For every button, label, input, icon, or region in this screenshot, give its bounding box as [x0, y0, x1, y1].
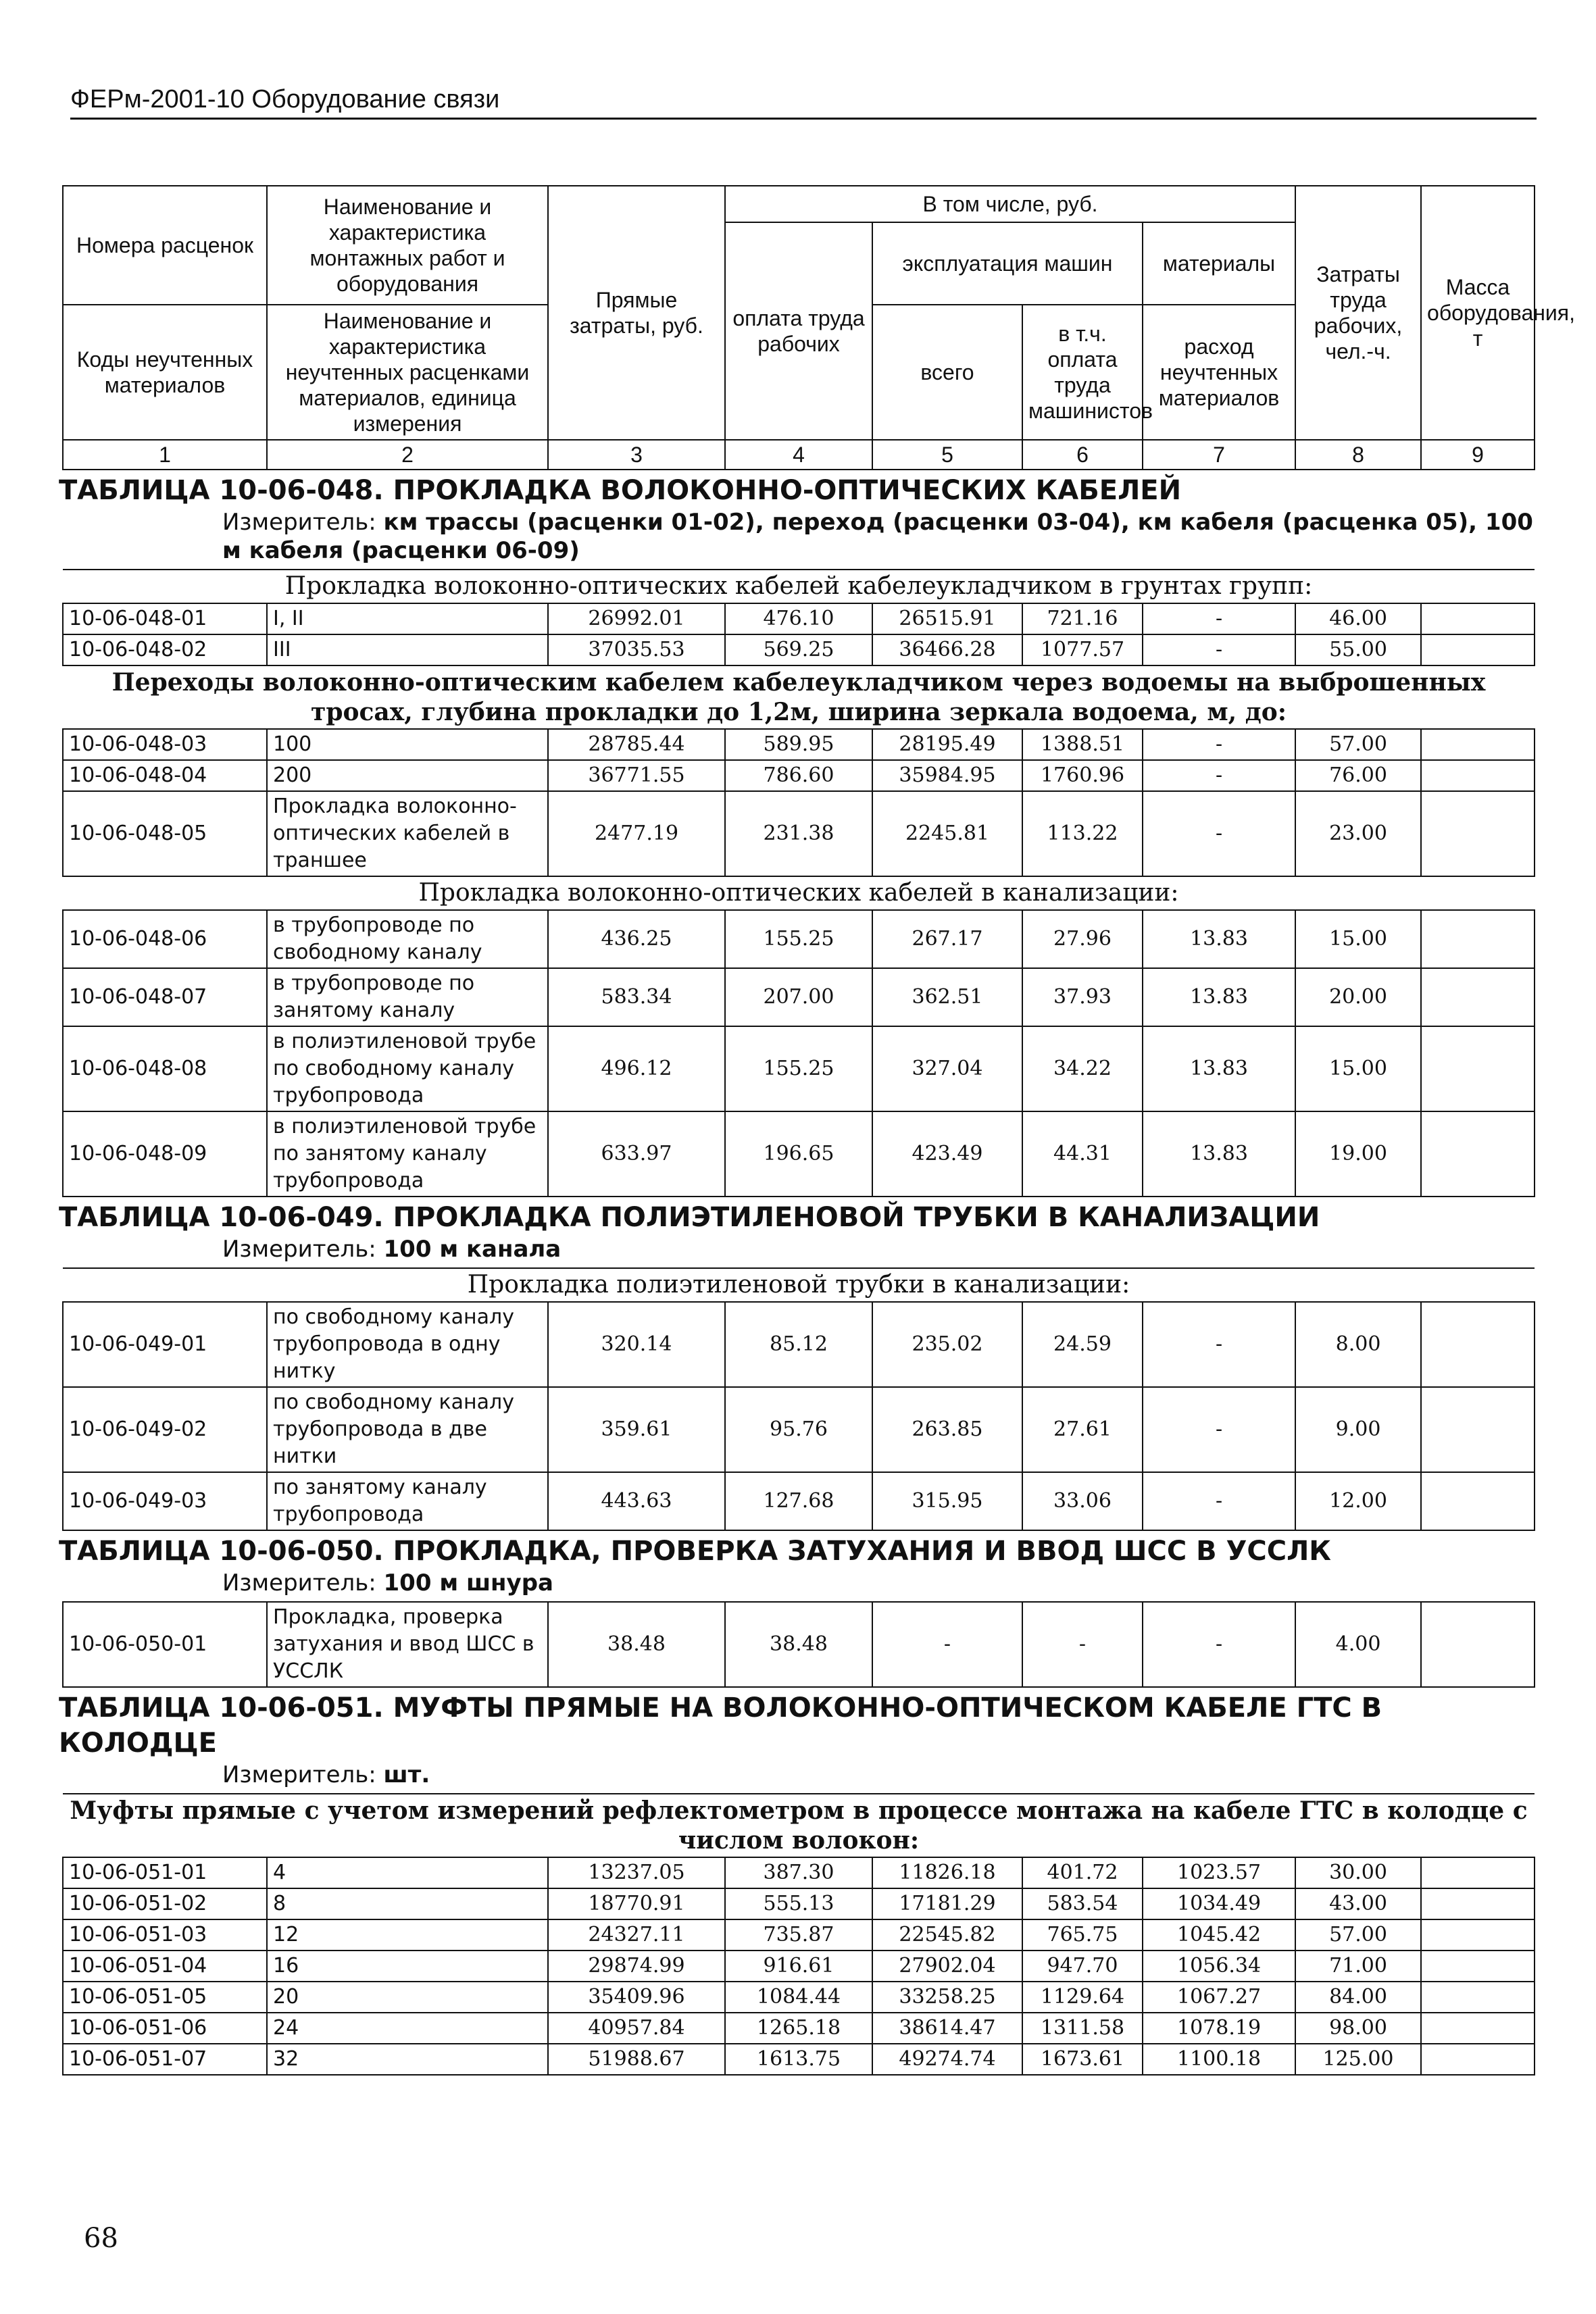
labor-cost-cell: 57.00 — [1295, 729, 1421, 760]
machinist-wage-cell: 947.70 — [1022, 1951, 1143, 1982]
work-name-cell: 12 — [267, 1919, 548, 1951]
machines-total-cell: 263.85 — [872, 1387, 1022, 1472]
work-name-cell: по занятому каналу трубопровода — [267, 1472, 548, 1530]
rate-code-cell: 10-06-051-04 — [63, 1951, 267, 1982]
work-name-cell: 4 — [267, 1857, 548, 1888]
machines-total-cell: 17181.29 — [872, 1888, 1022, 1919]
machines-total-cell: 33258.25 — [872, 1982, 1022, 2013]
work-name-cell: 200 — [267, 760, 548, 791]
mass-cell — [1421, 1111, 1535, 1197]
wage-cell: 916.61 — [725, 1951, 872, 1982]
machinist-wage-cell: 401.72 — [1022, 1857, 1143, 1888]
head-col4: оплата труда рабочих — [725, 222, 872, 440]
machinist-wage-cell: 1077.57 — [1022, 634, 1143, 665]
col-num: 1 — [63, 440, 267, 470]
labor-cost-cell: 30.00 — [1295, 1857, 1421, 1888]
machines-total-cell: 267.17 — [872, 910, 1022, 968]
measure-label: Измеритель: — [222, 1236, 384, 1263]
machines-total-cell: 235.02 — [872, 1302, 1022, 1387]
labor-cost-cell: 9.00 — [1295, 1387, 1421, 1472]
wage-cell: 589.95 — [725, 729, 872, 760]
head-materials: материалы — [1143, 222, 1295, 305]
direct-cost-cell: 2477.19 — [548, 791, 725, 876]
head-col2-top: Наименование и характеристика монтажных работ и оборудования — [267, 186, 548, 305]
labor-cost-cell: 84.00 — [1295, 1982, 1421, 2013]
rate-code-cell: 10-06-050-01 — [63, 1602, 267, 1687]
materials-cell: - — [1143, 1387, 1295, 1472]
labor-cost-cell: 23.00 — [1295, 791, 1421, 876]
measure-value: км трассы (расценки 01-02), переход (расценки 03-04), км кабеля (расценка 05), 100 м кабеля (расценки 06-09) — [222, 509, 1533, 564]
wage-cell: 207.00 — [725, 968, 872, 1026]
machinist-wage-cell: 37.93 — [1022, 968, 1143, 1026]
table-section-header — [63, 1197, 1535, 1268]
labor-cost-cell: 98.00 — [1295, 2013, 1421, 2044]
section-title: ТАБЛИЦА 10-06-049. ПРОКЛАДКА ПОЛИЭТИЛЕНОВОЙ ТРУБКИ В КАНАЛИЗАЦИИ — [59, 1202, 1320, 1233]
labor-cost-cell: 46.00 — [1295, 603, 1421, 634]
col-num: 9 — [1421, 440, 1535, 470]
table-row — [63, 1387, 1535, 1472]
col-num: 6 — [1022, 440, 1143, 470]
direct-cost-cell: 28785.44 — [548, 729, 725, 760]
work-name-cell: 100 — [267, 729, 548, 760]
machines-total-cell: 28195.49 — [872, 729, 1022, 760]
col-num: 8 — [1295, 440, 1421, 470]
section-measure — [63, 1235, 1535, 1267]
mass-cell — [1421, 1857, 1535, 1888]
table-row — [63, 1602, 1535, 1687]
direct-cost-cell: 13237.05 — [548, 1857, 725, 1888]
wage-cell: 155.25 — [725, 910, 872, 968]
table-row — [63, 791, 1535, 876]
materials-cell: 13.83 — [1143, 1111, 1295, 1197]
materials-cell: - — [1143, 1602, 1295, 1687]
mass-cell — [1421, 1026, 1535, 1111]
machinist-wage-cell: 27.61 — [1022, 1387, 1143, 1472]
materials-cell: 13.83 — [1143, 968, 1295, 1026]
work-name-cell: по свободному каналу трубопровода в одну нитку — [267, 1302, 548, 1387]
table-row — [63, 729, 1535, 760]
rate-code-cell: 10-06-051-01 — [63, 1857, 267, 1888]
wage-cell: 155.25 — [725, 1026, 872, 1111]
rate-code-cell: 10-06-049-02 — [63, 1387, 267, 1472]
col-num: 3 — [548, 440, 725, 470]
direct-cost-cell: 443.63 — [548, 1472, 725, 1530]
wage-cell: 1613.75 — [725, 2044, 872, 2075]
materials-cell: - — [1143, 729, 1295, 760]
machinist-wage-cell: 721.16 — [1022, 603, 1143, 634]
work-name-cell: в трубопроводе по занятому каналу — [267, 968, 548, 1026]
labor-cost-cell: 15.00 — [1295, 1026, 1421, 1111]
mass-cell — [1421, 1982, 1535, 2013]
group-title: Переходы волоконно-оптическим кабелем кабелеукладчиком через водоемы на выброшенных тросах, глубина прокладки до 1,2м, ширина зеркала водоема, м, до: — [63, 665, 1535, 729]
table-row — [63, 2013, 1535, 2044]
materials-cell: - — [1143, 603, 1295, 634]
mass-cell — [1421, 968, 1535, 1026]
mass-cell — [1421, 760, 1535, 791]
table-row — [63, 2044, 1535, 2075]
group-title: Муфты прямые с учетом измерений рефлектометром в процессе монтажа на кабеле ГТС в колодце с числом волокон: — [63, 1794, 1535, 1857]
section-title: ТАБЛИЦА 10-06-051. МУФТЫ ПРЯМЫЕ НА ВОЛОКОННО-ОПТИЧЕСКОМ КАБЕЛЕ ГТС В КОЛОДЦЕ — [59, 1692, 1382, 1759]
wage-cell: 555.13 — [725, 1888, 872, 1919]
work-name-cell: по свободному каналу трубопровода в две нитки — [267, 1387, 548, 1472]
machinist-wage-cell: 33.06 — [1022, 1472, 1143, 1530]
machines-total-cell: 327.04 — [872, 1026, 1022, 1111]
direct-cost-cell: 26992.01 — [548, 603, 725, 634]
work-name-cell: 20 — [267, 1982, 548, 2013]
wage-cell: 127.68 — [725, 1472, 872, 1530]
machinist-wage-cell: 765.75 — [1022, 1919, 1143, 1951]
section-title: ТАБЛИЦА 10-06-048. ПРОКЛАДКА ВОЛОКОННО-ОПТИЧЕСКИХ КАБЕЛЕЙ — [59, 475, 1182, 506]
table-row — [63, 910, 1535, 968]
table-section-header — [63, 470, 1535, 570]
materials-cell: 1034.49 — [1143, 1888, 1295, 1919]
machines-total-cell: 315.95 — [872, 1472, 1022, 1530]
direct-cost-cell: 18770.91 — [548, 1888, 725, 1919]
table-row — [63, 1919, 1535, 1951]
mass-cell — [1421, 2013, 1535, 2044]
wage-cell: 476.10 — [725, 603, 872, 634]
head-col5: всего — [872, 305, 1022, 440]
machines-total-cell: 362.51 — [872, 968, 1022, 1026]
machines-total-cell: - — [872, 1602, 1022, 1687]
measure-value: шт. — [383, 1761, 430, 1788]
section-header-cell — [59, 470, 1535, 570]
head-col7: расход неучтенных материалов — [1143, 305, 1295, 440]
mass-cell — [1421, 634, 1535, 665]
machinist-wage-cell: 113.22 — [1022, 791, 1143, 876]
page-header: ФЕРм-2001-10 Оборудование связи — [70, 84, 1537, 120]
group-title: Прокладка волоконно-оптических кабелей кабелеукладчиком в грунтах групп: — [63, 570, 1535, 603]
direct-cost-cell: 436.25 — [548, 910, 725, 968]
table-row — [63, 1857, 1535, 1888]
work-name-cell: I, II — [267, 603, 548, 634]
direct-cost-cell: 40957.84 — [548, 2013, 725, 2044]
head-col1-bottom: Коды неучтенных материалов — [63, 305, 267, 440]
direct-cost-cell: 583.34 — [548, 968, 725, 1026]
col-num: 5 — [872, 440, 1022, 470]
work-name-cell: 32 — [267, 2044, 548, 2075]
table-row — [63, 1111, 1535, 1197]
labor-cost-cell: 125.00 — [1295, 2044, 1421, 2075]
section-measure — [63, 1761, 1535, 1793]
table-row — [63, 1302, 1535, 1387]
mass-cell — [1421, 1888, 1535, 1919]
direct-cost-cell: 38.48 — [548, 1602, 725, 1687]
mass-cell — [1421, 910, 1535, 968]
work-name-cell: в полиэтиленовой трубе по свободному каналу трубопровода — [267, 1026, 548, 1111]
work-name-cell: Прокладка волоконно-оптических кабелей в траншее — [267, 791, 548, 876]
machinist-wage-cell: 27.96 — [1022, 910, 1143, 968]
labor-cost-cell: 76.00 — [1295, 760, 1421, 791]
machines-total-cell: 423.49 — [872, 1111, 1022, 1197]
mass-cell — [1421, 1472, 1535, 1530]
section-measure — [63, 508, 1535, 569]
table-row — [63, 634, 1535, 665]
mass-cell — [1421, 1302, 1535, 1387]
wage-cell: 1084.44 — [725, 1982, 872, 2013]
head-col6: в т.ч. оплата труда машинистов — [1022, 305, 1143, 440]
direct-cost-cell: 496.12 — [548, 1026, 725, 1111]
table-row — [63, 1982, 1535, 2013]
table-row — [63, 1951, 1535, 1982]
measure-label: Измеритель: — [222, 509, 384, 536]
section-measure — [63, 1569, 1535, 1601]
table-row — [63, 968, 1535, 1026]
wage-cell: 387.30 — [725, 1857, 872, 1888]
labor-cost-cell: 20.00 — [1295, 968, 1421, 1026]
labor-cost-cell: 15.00 — [1295, 910, 1421, 968]
machines-total-cell: 38614.47 — [872, 2013, 1022, 2044]
machines-total-cell: 36466.28 — [872, 634, 1022, 665]
rate-code-cell: 10-06-048-05 — [63, 791, 267, 876]
head-col2-bottom: Наименование и характеристика неучтенных расценками материалов, единица измерения — [267, 305, 548, 440]
mass-cell — [1421, 729, 1535, 760]
rate-code-cell: 10-06-049-01 — [63, 1302, 267, 1387]
wage-cell: 231.38 — [725, 791, 872, 876]
direct-cost-cell: 37035.53 — [548, 634, 725, 665]
materials-cell: 13.83 — [1143, 910, 1295, 968]
materials-cell: - — [1143, 1472, 1295, 1530]
head-col3: Прямые затраты, руб. — [548, 186, 725, 440]
rate-code-cell: 10-06-048-06 — [63, 910, 267, 968]
head-machines: эксплуатация машин — [872, 222, 1143, 305]
mass-cell — [1421, 603, 1535, 634]
mass-cell — [1421, 1387, 1535, 1472]
section-header-cell — [59, 1197, 1535, 1268]
machinist-wage-cell: 1311.58 — [1022, 2013, 1143, 2044]
table-section-header — [63, 1687, 1535, 1794]
direct-cost-cell: 633.97 — [548, 1111, 725, 1197]
rate-code-cell: 10-06-048-07 — [63, 968, 267, 1026]
direct-cost-cell: 24327.11 — [548, 1919, 725, 1951]
mass-cell — [1421, 1951, 1535, 1982]
work-name-cell: 16 — [267, 1951, 548, 1982]
table-row — [63, 603, 1535, 634]
mass-cell — [1421, 2044, 1535, 2075]
col-num: 7 — [1143, 440, 1295, 470]
labor-cost-cell: 12.00 — [1295, 1472, 1421, 1530]
rate-code-cell: 10-06-051-02 — [63, 1888, 267, 1919]
machinist-wage-cell: 1673.61 — [1022, 2044, 1143, 2075]
machinist-wage-cell: 44.31 — [1022, 1111, 1143, 1197]
materials-cell: 1078.19 — [1143, 2013, 1295, 2044]
machines-total-cell: 49274.74 — [872, 2044, 1022, 2075]
machinist-wage-cell: 24.59 — [1022, 1302, 1143, 1387]
mass-cell — [1421, 1602, 1535, 1687]
work-name-cell: 24 — [267, 2013, 548, 2044]
work-name-cell: Прокладка, проверка затухания и ввод ШСС в УССЛК — [267, 1602, 548, 1687]
rates-table — [59, 185, 1575, 2076]
direct-cost-cell: 359.61 — [548, 1387, 725, 1472]
materials-cell: - — [1143, 760, 1295, 791]
group-title-row — [63, 1794, 1535, 1857]
table-row — [63, 760, 1535, 791]
work-name-cell: в полиэтиленовой трубе по занятому каналу трубопровода — [267, 1111, 548, 1197]
labor-cost-cell: 19.00 — [1295, 1111, 1421, 1197]
materials-cell: 1023.57 — [1143, 1857, 1295, 1888]
materials-cell: 1056.34 — [1143, 1951, 1295, 1982]
materials-cell: - — [1143, 1302, 1295, 1387]
machinist-wage-cell: 1388.51 — [1022, 729, 1143, 760]
wage-cell: 786.60 — [725, 760, 872, 791]
labor-cost-cell: 71.00 — [1295, 1951, 1421, 1982]
work-name-cell: III — [267, 634, 548, 665]
work-name-cell: в трубопроводе по свободному каналу — [267, 910, 548, 968]
measure-value: 100 м канала — [383, 1236, 562, 1263]
table-section-header — [63, 1530, 1535, 1602]
work-name-cell: 8 — [267, 1888, 548, 1919]
labor-cost-cell: 57.00 — [1295, 1919, 1421, 1951]
wage-cell: 1265.18 — [725, 2013, 872, 2044]
materials-cell: 1100.18 — [1143, 2044, 1295, 2075]
machines-total-cell: 2245.81 — [872, 791, 1022, 876]
rate-code-cell: 10-06-051-03 — [63, 1919, 267, 1951]
rate-code-cell: 10-06-048-08 — [63, 1026, 267, 1111]
machinist-wage-cell: - — [1022, 1602, 1143, 1687]
head-group: В том числе, руб. — [725, 186, 1295, 222]
group-title: Прокладка полиэтиленовой трубки в канализации: — [63, 1268, 1535, 1302]
table-row — [63, 1472, 1535, 1530]
rate-code-cell: 10-06-048-03 — [63, 729, 267, 760]
materials-cell: 1067.27 — [1143, 1982, 1295, 2013]
materials-cell: 1045.42 — [1143, 1919, 1295, 1951]
col-num: 4 — [725, 440, 872, 470]
head-col9: Масса оборудования, т — [1421, 186, 1535, 440]
direct-cost-cell: 35409.96 — [548, 1982, 725, 2013]
machinist-wage-cell: 1129.64 — [1022, 1982, 1143, 2013]
machines-total-cell: 22545.82 — [872, 1919, 1022, 1951]
machines-total-cell: 27902.04 — [872, 1951, 1022, 1982]
wage-cell: 569.25 — [725, 634, 872, 665]
measure-label: Измеритель: — [222, 1569, 384, 1596]
group-title-row — [63, 876, 1535, 910]
machines-total-cell: 35984.95 — [872, 760, 1022, 791]
direct-cost-cell: 36771.55 — [548, 760, 725, 791]
table-row — [63, 1026, 1535, 1111]
group-title-row — [63, 1268, 1535, 1302]
head-col1-top: Номера расценок — [63, 186, 267, 305]
mass-cell — [1421, 791, 1535, 876]
page-number: 68 — [84, 2223, 118, 2254]
section-title: ТАБЛИЦА 10-06-050. ПРОКЛАДКА, ПРОВЕРКА ЗАТУХАНИЯ И ВВОД ШСС В УССЛК — [59, 1536, 1331, 1567]
rate-code-cell: 10-06-048-09 — [63, 1111, 267, 1197]
wage-cell: 85.12 — [725, 1302, 872, 1387]
group-title-row — [63, 665, 1535, 729]
labor-cost-cell: 55.00 — [1295, 634, 1421, 665]
group-title-row — [63, 570, 1535, 603]
wage-cell: 196.65 — [725, 1111, 872, 1197]
direct-cost-cell: 29874.99 — [548, 1951, 725, 1982]
measure-label: Измеритель: — [222, 1761, 384, 1788]
rate-code-cell: 10-06-051-06 — [63, 2013, 267, 2044]
section-header-cell — [59, 1687, 1535, 1794]
rate-code-cell: 10-06-048-04 — [63, 760, 267, 791]
wage-cell: 38.48 — [725, 1602, 872, 1687]
machinist-wage-cell: 1760.96 — [1022, 760, 1143, 791]
wage-cell: 95.76 — [725, 1387, 872, 1472]
rate-code-cell: 10-06-051-07 — [63, 2044, 267, 2075]
direct-cost-cell: 51988.67 — [548, 2044, 725, 2075]
table-row — [63, 1888, 1535, 1919]
materials-cell: - — [1143, 634, 1295, 665]
machines-total-cell: 26515.91 — [872, 603, 1022, 634]
rate-code-cell: 10-06-048-01 — [63, 603, 267, 634]
wage-cell: 735.87 — [725, 1919, 872, 1951]
rate-code-cell: 10-06-051-05 — [63, 1982, 267, 2013]
machinist-wage-cell: 34.22 — [1022, 1026, 1143, 1111]
materials-cell: 13.83 — [1143, 1026, 1295, 1111]
col-num: 2 — [267, 440, 548, 470]
machines-total-cell: 11826.18 — [872, 1857, 1022, 1888]
labor-cost-cell: 43.00 — [1295, 1888, 1421, 1919]
measure-value: 100 м шнура — [383, 1569, 553, 1596]
labor-cost-cell: 4.00 — [1295, 1602, 1421, 1687]
direct-cost-cell: 320.14 — [548, 1302, 725, 1387]
rate-code-cell: 10-06-049-03 — [63, 1472, 267, 1530]
mass-cell — [1421, 1919, 1535, 1951]
materials-cell: - — [1143, 791, 1295, 876]
rate-code-cell: 10-06-048-02 — [63, 634, 267, 665]
section-header-cell — [59, 1530, 1535, 1602]
machinist-wage-cell: 583.54 — [1022, 1888, 1143, 1919]
labor-cost-cell: 8.00 — [1295, 1302, 1421, 1387]
group-title: Прокладка волоконно-оптических кабелей в канализации: — [63, 876, 1535, 910]
head-col8: Затраты труда рабочих, чел.-ч. — [1295, 186, 1421, 440]
